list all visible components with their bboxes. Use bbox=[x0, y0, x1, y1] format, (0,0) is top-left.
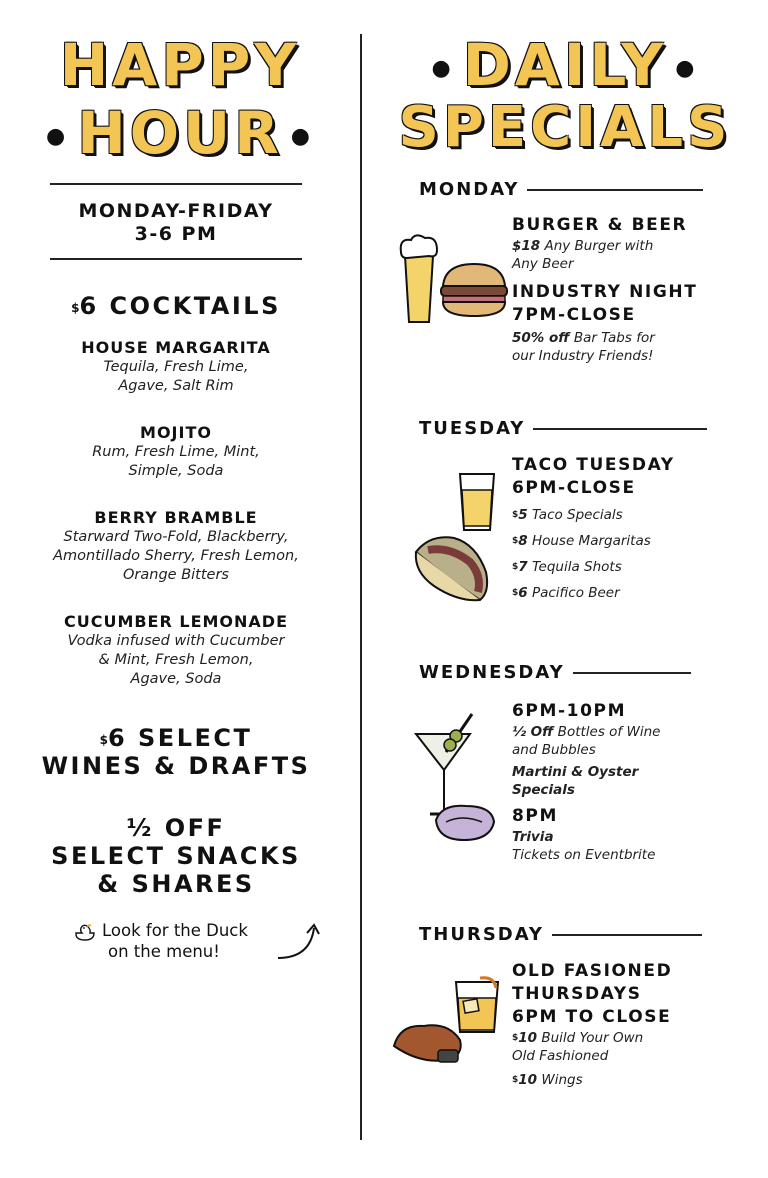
dollar-sign: $ bbox=[512, 562, 519, 572]
day-label: TUESDAY bbox=[419, 418, 526, 439]
cocktail-desc-line: Agave, Soda bbox=[130, 671, 222, 687]
special-title: 6PM-CLOSE bbox=[512, 478, 636, 498]
special-highlight: ½ Off bbox=[512, 724, 554, 740]
snacks-heading-line3: & SHARES bbox=[97, 870, 255, 898]
wings-icon bbox=[390, 1016, 470, 1066]
special-desc bbox=[512, 329, 732, 347]
special-item-text: Taco Specials bbox=[527, 507, 623, 523]
happy-hour-time: 3-6 PM bbox=[134, 223, 218, 245]
thursday-specials bbox=[512, 960, 732, 1093]
special-price: $18 bbox=[512, 238, 541, 254]
bullet-dot-icon: ● bbox=[290, 123, 314, 149]
special-highlight: 50% off bbox=[512, 330, 570, 346]
happy-hour-title bbox=[30, 31, 330, 167]
column-divider bbox=[360, 34, 362, 1140]
dollar-sign: $ bbox=[512, 1033, 519, 1043]
special-desc-line: Specials bbox=[512, 782, 575, 798]
wednesday-heading bbox=[419, 662, 691, 683]
cocktail-name: CUCUMBER LEMONADE bbox=[63, 612, 289, 631]
taco-icon bbox=[410, 532, 494, 606]
daily-specials-title-line1 bbox=[380, 31, 750, 99]
special-desc-line: Old Fashioned bbox=[512, 1048, 609, 1064]
cocktail-name: BERRY BRAMBLE bbox=[94, 508, 258, 527]
snacks-heading-line1: ½ OFF bbox=[126, 814, 226, 842]
special-price: 10 bbox=[518, 1072, 538, 1088]
special-item-text: Tequila Shots bbox=[527, 559, 622, 575]
monday-specials bbox=[512, 214, 732, 365]
special-item-text: Wings bbox=[537, 1072, 583, 1088]
curved-arrow-icon bbox=[274, 920, 320, 962]
cocktail-item bbox=[20, 423, 332, 481]
day-label: THURSDAY bbox=[419, 924, 544, 945]
special-desc-text: Build Your Own bbox=[537, 1030, 644, 1046]
cocktail-desc-line: Agave, Salt Rim bbox=[118, 378, 234, 394]
heading-rule bbox=[527, 189, 703, 191]
wines-heading-line1: 6 SELECT bbox=[107, 724, 253, 752]
day-label: WEDNESDAY bbox=[419, 662, 565, 683]
bullet-dot-icon: ● bbox=[45, 123, 70, 149]
cocktail-desc-line: Amontillado Sherry, Fresh Lemon, bbox=[53, 548, 299, 564]
special-title: TACO TUESDAY bbox=[512, 455, 675, 475]
dollar-sign: $ bbox=[512, 536, 519, 546]
special-desc-line: our Industry Friends! bbox=[512, 348, 654, 364]
special-item bbox=[512, 580, 732, 606]
wines-heading bbox=[20, 724, 332, 780]
oyster-icon bbox=[432, 800, 498, 844]
special-item bbox=[512, 528, 732, 554]
happy-hour-days: MONDAY-FRIDAY bbox=[78, 200, 274, 222]
heading-rule bbox=[552, 934, 702, 936]
tuesday-specials bbox=[512, 454, 732, 606]
happy-hour-title-word: HOUR bbox=[77, 99, 283, 167]
cocktail-item bbox=[20, 508, 332, 585]
special-item bbox=[512, 554, 732, 580]
special-price: 7 bbox=[518, 559, 528, 575]
daily-specials-title-line2: SPECIALS bbox=[398, 95, 732, 160]
tuesday-heading bbox=[419, 418, 707, 439]
cocktail-desc-line: Rum, Fresh Lime, Mint, bbox=[92, 444, 260, 460]
burger-icon bbox=[439, 260, 509, 320]
special-price: 10 bbox=[518, 1030, 538, 1046]
duck-note-line1: Look for the Duck bbox=[102, 921, 248, 940]
bullet-dot-icon: ● bbox=[675, 55, 699, 81]
special-title: 6PM TO CLOSE bbox=[512, 1007, 672, 1027]
special-desc-text: Bottles of Wine bbox=[553, 724, 661, 740]
day-label: MONDAY bbox=[419, 179, 520, 200]
special-desc-line: and Bubbles bbox=[512, 742, 596, 758]
snacks-heading bbox=[20, 814, 332, 898]
special-price: 5 bbox=[518, 507, 528, 523]
beer-icon bbox=[395, 232, 443, 328]
hours-bottom-rule bbox=[50, 258, 302, 260]
special-title: INDUSTRY NIGHT bbox=[512, 282, 698, 302]
special-desc-line: Martini & Oyster bbox=[512, 764, 639, 780]
special-title: BURGER & BEER bbox=[512, 215, 688, 235]
cocktail-item bbox=[20, 612, 332, 689]
special-desc bbox=[512, 1029, 732, 1047]
happy-hour-title-line2 bbox=[30, 99, 330, 167]
cocktail-desc-line: Orange Bitters bbox=[123, 567, 229, 583]
duck-note-line2: on the menu! bbox=[108, 942, 220, 961]
special-price: 8 bbox=[518, 533, 528, 549]
happy-hour-hours bbox=[50, 200, 302, 246]
cocktail-desc-line: & Mint, Fresh Lemon, bbox=[98, 652, 254, 668]
daily-specials-title bbox=[380, 31, 750, 160]
happy-hour-title-line1: HAPPY bbox=[59, 31, 301, 99]
special-title: THURSDAYS bbox=[512, 984, 642, 1004]
special-item bbox=[512, 1067, 732, 1093]
dollar-sign: $ bbox=[512, 1075, 519, 1085]
cocktail-desc-line: Vodka infused with Cucumber bbox=[67, 633, 285, 649]
cocktails-heading bbox=[20, 292, 332, 320]
daily-specials-title-word: DAILY bbox=[462, 31, 668, 99]
dollar-sign: $ bbox=[512, 588, 519, 598]
special-desc-text: Any Burger with bbox=[540, 238, 654, 254]
monday-heading bbox=[419, 179, 703, 200]
cocktail-desc-line: Starward Two-Fold, Blackberry, bbox=[63, 529, 289, 545]
dollar-sign: $ bbox=[99, 733, 108, 747]
special-item-text: House Margaritas bbox=[527, 533, 651, 549]
heading-rule bbox=[533, 428, 707, 430]
cocktails-heading-text: 6 COCKTAILS bbox=[79, 292, 281, 320]
special-price: 6 bbox=[518, 585, 528, 601]
cocktail-desc-line: Simple, Soda bbox=[128, 463, 224, 479]
bullet-dot-icon: ● bbox=[431, 55, 455, 81]
dollar-sign: $ bbox=[512, 510, 519, 520]
special-desc-text: Bar Tabs for bbox=[569, 330, 655, 346]
special-title: 6PM-10PM bbox=[512, 701, 627, 721]
special-item-text: Pacifico Beer bbox=[527, 585, 620, 601]
cocktail-name: MOJITO bbox=[140, 423, 212, 442]
cocktail-item bbox=[20, 338, 332, 396]
cocktail-name: HOUSE MARGARITA bbox=[81, 338, 271, 357]
thursday-heading bbox=[419, 924, 702, 945]
heading-rule bbox=[573, 672, 691, 674]
wednesday-specials bbox=[512, 700, 732, 864]
special-item bbox=[512, 502, 732, 528]
special-title: 7PM-CLOSE bbox=[512, 305, 636, 325]
snacks-heading-line2: SELECT SNACKS bbox=[51, 842, 301, 870]
hours-top-rule bbox=[50, 183, 302, 185]
duck-note bbox=[70, 920, 300, 962]
wines-heading-line2: WINES & DRAFTS bbox=[41, 752, 311, 780]
cocktail-desc-line: Tequila, Fresh Lime, bbox=[103, 359, 249, 375]
special-desc-line: Any Beer bbox=[512, 256, 574, 272]
shot-glass-icon bbox=[454, 470, 500, 534]
dollar-sign: $ bbox=[71, 301, 80, 315]
special-desc bbox=[512, 723, 732, 741]
special-desc-line: Trivia bbox=[512, 829, 554, 845]
special-title: 8PM bbox=[512, 806, 559, 826]
special-desc-line: Tickets on Eventbrite bbox=[512, 847, 656, 863]
special-title: OLD FASIONED bbox=[512, 961, 673, 981]
special-desc bbox=[512, 237, 732, 255]
